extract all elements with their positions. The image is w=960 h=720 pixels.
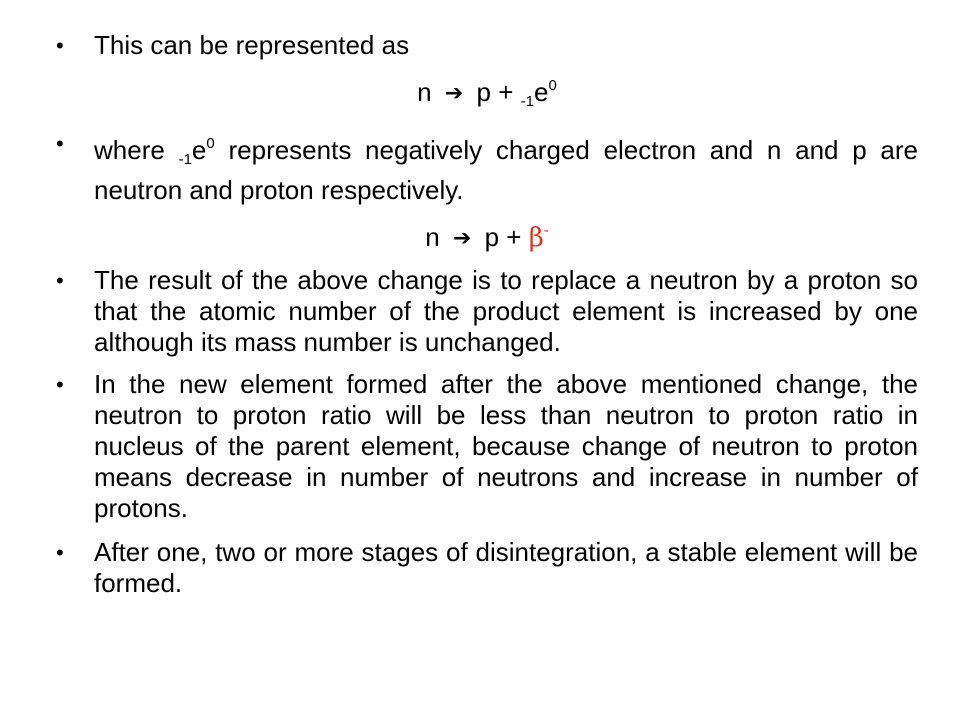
eq-proton-plus: p +	[484, 222, 522, 252]
bullet-electron-meaning	[56, 128, 918, 206]
beta-superscript: -	[543, 222, 549, 239]
bullet-stable-element	[56, 537, 918, 599]
beta-symbol: β	[528, 223, 544, 253]
eq-neutron: n	[417, 77, 432, 107]
eq-electron-symbol: e	[534, 77, 549, 107]
bullet-suffix: represents negatively charged electron and n and p are neutron and proton respectively.	[94, 135, 919, 205]
bullet-text: In the new element formed after the above mentioned change, the neutron to proton ratio will be less than neutron to proton ratio in nucleus of the parent element, because change of neutron to proton means decrease in number of neutrons and increase in number of protons.	[94, 369, 918, 523]
bullet-new-element	[56, 369, 918, 524]
eq-proton-plus: p +	[476, 77, 514, 107]
eq-neutron: n	[425, 222, 440, 252]
electron-subscript: -1	[178, 151, 192, 168]
bullet-text: The result of the above change is to replace a neutron by a proton so that the atomic number of the product element is increased by one although its mass number is unchanged.	[94, 265, 918, 357]
bullet-prefix: where	[94, 135, 165, 165]
right-arrow-icon: ➔	[452, 225, 472, 250]
electron-symbol: e	[191, 135, 207, 165]
eq-superscript: 0	[548, 77, 557, 94]
slide-content	[56, 30, 918, 599]
bullet-represented	[56, 30, 918, 61]
bullet-result	[56, 265, 918, 358]
equation-beta	[56, 215, 918, 254]
equation-electron	[56, 70, 918, 117]
bullet-icon: •	[56, 33, 64, 58]
right-arrow-icon: ➔	[444, 80, 464, 105]
bullet-icon: •	[56, 131, 64, 156]
bullet-icon: •	[56, 540, 64, 565]
electron-superscript: 0	[206, 135, 215, 152]
bullet-icon: •	[56, 372, 64, 397]
bullet-text: After one, two or more stages of disintegration, a stable element will be formed.	[94, 537, 918, 598]
bullet-icon: •	[56, 268, 64, 293]
bullet-text: This can be represented as	[94, 30, 410, 60]
eq-subscript: -1	[520, 93, 534, 110]
